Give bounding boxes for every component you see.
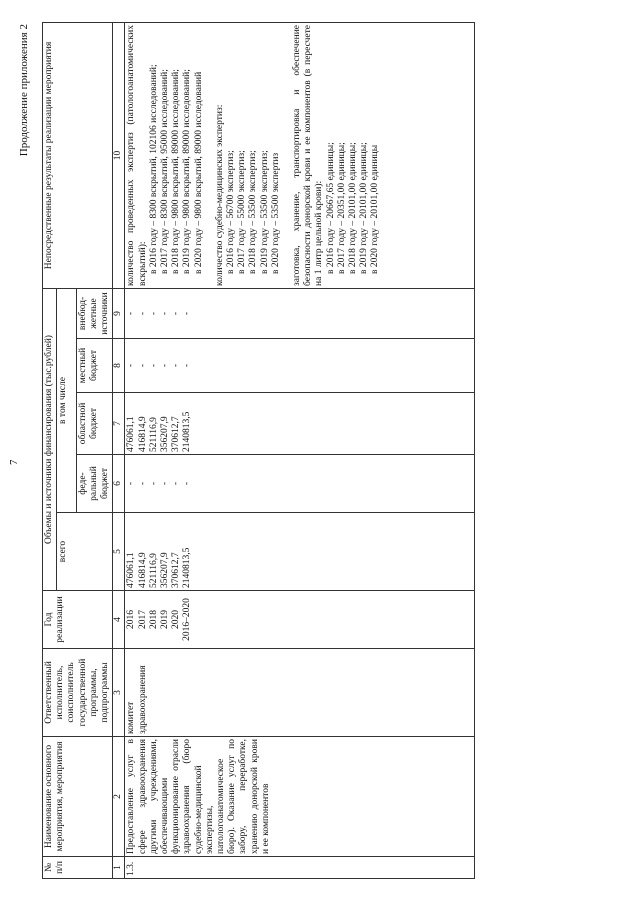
federal-value: - <box>160 481 171 486</box>
result-line: количество судебно-медицинских экспертиз: <box>214 104 225 286</box>
regional-value: 416814,9 <box>137 416 148 452</box>
local-value: - <box>126 363 137 368</box>
page-number: 7 <box>8 459 20 465</box>
header-year: Год реализации <box>43 591 113 649</box>
row-total <box>125 513 475 591</box>
header-in-that: в том числе <box>57 288 76 512</box>
header-regional: областной бюджет <box>76 393 113 455</box>
total-value: 356207,9 <box>160 552 171 588</box>
program-table <box>42 22 475 879</box>
result-line: в 2017 году – 55000 экспертиз; <box>237 150 248 274</box>
result-line: в 2018 году – 9800 вскрытий, 89000 исследований; <box>171 69 182 274</box>
column-number: 1 <box>113 857 125 879</box>
offbudget-value: - <box>160 311 171 316</box>
column-number: 5 <box>113 513 125 591</box>
header-executor: Ответственный исполнитель, соисполнитель государственной программы, подпрограммы <box>43 649 113 737</box>
year-value: 2017 <box>137 610 148 629</box>
result-line: в 2020 году – 20101,00 единицы <box>370 144 381 274</box>
local-value: - <box>137 363 148 368</box>
result-line: в 2017 году – 8300 вскрытий, 95000 исследований; <box>160 69 171 274</box>
row-offbudget <box>125 288 475 338</box>
result-line: количество проведенных экспертиз (патологоанатомических вскрытий): <box>126 24 148 286</box>
federal-value: - <box>137 481 148 486</box>
federal-value: - <box>126 481 137 486</box>
row-results <box>125 22 475 288</box>
regional-value: 476061,1 <box>126 416 137 452</box>
total-value: 476061,1 <box>126 552 137 588</box>
header-federal: феде-ральный бюджет <box>76 455 113 513</box>
offbudget-value: - <box>137 311 148 316</box>
column-number: 9 <box>113 288 125 338</box>
header-total: всего <box>57 513 113 591</box>
result-line: в 2018 году – 20101,00 единицы; <box>348 142 359 274</box>
column-number: 10 <box>113 22 125 288</box>
header-funding: Объемы и источники финансирования (тыс.рублей) <box>43 288 57 590</box>
local-value: - <box>148 363 159 368</box>
table-row <box>125 22 475 878</box>
federal-value: - <box>171 481 182 486</box>
regional-value: 370612,7 <box>171 416 182 452</box>
year-value: 2019 <box>160 610 171 629</box>
column-number: 8 <box>113 339 125 393</box>
total-value: 416814,9 <box>137 552 148 588</box>
row-local <box>125 339 475 393</box>
result-line: в 2019 году – 20101,00 единицы; <box>359 142 370 274</box>
header-offbudget: внебюд-жетные источники <box>76 288 113 338</box>
results-group-blood <box>292 25 382 286</box>
row-federal <box>125 455 475 513</box>
results-group-autopsies <box>126 25 204 286</box>
year-value: 2016 <box>126 610 137 629</box>
result-line: заготовка, хранение, транспортировка и обеспечение безопасности донорской крови и ее компонентов (в пересчете на 1 литр цельной крови): <box>292 24 325 286</box>
regional-value: 521116,9 <box>148 417 159 452</box>
result-line: в 2016 году – 20667,65 единицы; <box>325 142 336 274</box>
federal-value: - <box>182 481 193 486</box>
result-line: в 2017 году – 20351,00 единицы; <box>336 142 347 274</box>
appendix-note: Продолжение приложения 2 <box>18 24 30 157</box>
column-number: 7 <box>113 393 125 455</box>
result-line: в 2019 году – 9800 вскрытий, 89000 исследований; <box>182 69 193 274</box>
header-number: № п/п <box>43 857 113 879</box>
row-executor: комитет здравоохранения <box>125 649 475 737</box>
result-line: в 2016 году – 56700 экспертиз; <box>226 150 237 274</box>
result-line: в 2018 году – 53500 экспертиз; <box>248 150 259 274</box>
federal-value: - <box>148 481 159 486</box>
offbudget-value: - <box>148 311 159 316</box>
result-line: в 2016 году – 8300 вскрытий, 102106 исследований; <box>148 64 159 274</box>
result-line: в 2020 году – 53500 экспертиз <box>270 152 281 274</box>
result-line: в 2019 году – 53500 экспертиз; <box>259 150 270 274</box>
local-value: - <box>182 363 193 368</box>
local-value: - <box>171 363 182 368</box>
column-number: 4 <box>113 591 125 649</box>
total-value: 370612,7 <box>171 552 182 588</box>
result-line: в 2020 году – 9800 вскрытий, 89000 исследований <box>193 71 204 274</box>
header-name: Наименование основного мероприятия, мероприятия <box>43 737 113 857</box>
year-value: 2018 <box>148 610 159 629</box>
year-value: 2016–2020 <box>182 598 193 641</box>
row-name: Предоставление услуг в сфере здравоохранения другими учреждениями, обеспечивающими функционирование отрасли здравоохранения (бюро судебно-медицинской экспертизы, патологоанатомическое бюро). Оказание услуг по забору, переработке, хранению донорской крови и ее компонентов <box>125 737 475 857</box>
offbudget-value: - <box>126 311 137 316</box>
offbudget-value: - <box>182 311 193 316</box>
year-value: 2020 <box>171 610 182 629</box>
row-regional <box>125 393 475 455</box>
column-number: 3 <box>113 649 125 737</box>
total-value: 521116,9 <box>148 553 159 588</box>
row-number: 1.3. <box>125 857 475 879</box>
header-local: местный бюджет <box>76 339 113 393</box>
results-group-forensic <box>215 25 282 286</box>
offbudget-value: - <box>171 311 182 316</box>
regional-value: 356207,9 <box>160 416 171 452</box>
row-years <box>125 591 475 649</box>
header-results: Непосредственные результаты реализации мероприятия <box>43 22 113 288</box>
local-value: - <box>160 363 171 368</box>
column-number: 2 <box>113 737 125 857</box>
total-value: 2140813,5 <box>182 547 193 588</box>
column-number: 6 <box>113 455 125 513</box>
regional-value: 2140813,5 <box>182 411 193 452</box>
